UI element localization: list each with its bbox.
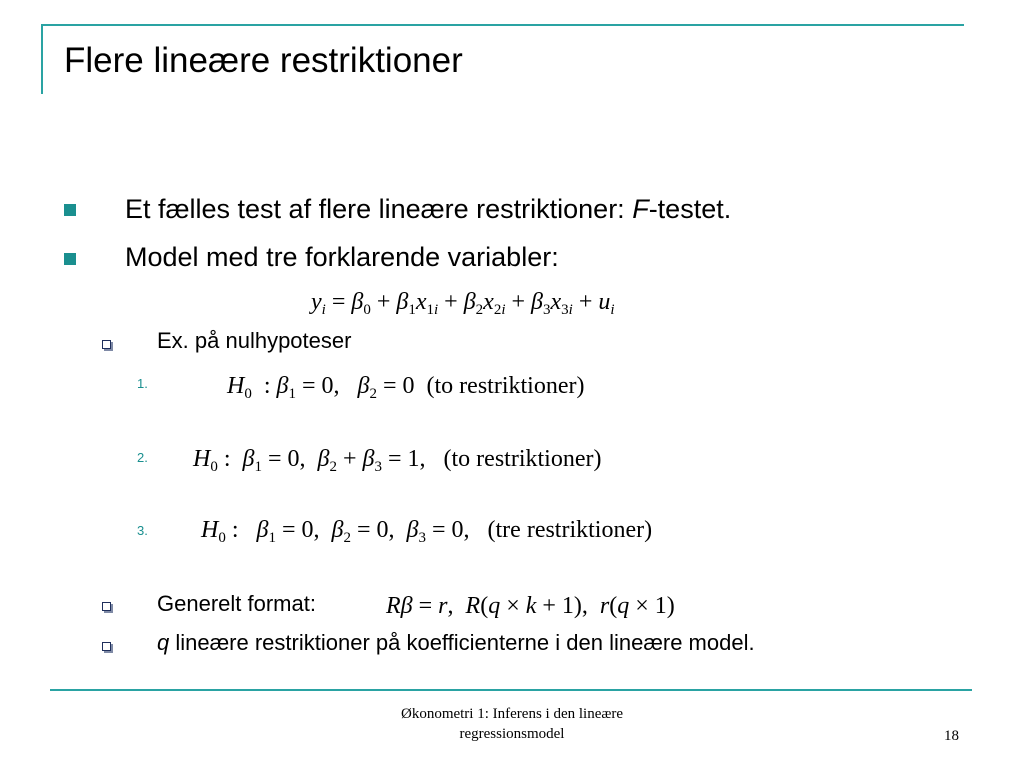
hypothesis-formula-1: $H_0$ : $\beta_1 = 0$, $\beta_2 = 0$ (to restriktioner) (227, 373, 585, 402)
square-bullet-icon (64, 204, 76, 216)
model-equation: $y_i = \beta_0 + \beta_1x_{1i} + \beta_2x_{2i} + \beta_3x_{3i} + u_i$ (311, 289, 615, 318)
q-italic: q (157, 630, 170, 655)
hypothesis-note: (tre restriktioner) (487, 517, 653, 543)
frame-left-line (41, 24, 43, 94)
bullet-f-test (125, 192, 731, 226)
general-format-label: Generelt format: (157, 591, 316, 616)
page-number: 18 (944, 728, 959, 744)
slide-title: Flere lineære restriktioner (64, 41, 463, 80)
frame-bottom-line (50, 689, 972, 691)
hypothesis-formula-3: $H_0$ : $\beta_1 = 0$, $\beta_2 = 0$, $\beta_3 = 0$, (tre restriktioner) (201, 517, 653, 546)
bullet-f-test-prefix: Et fælles test af flere lineære restriktioner: (125, 194, 633, 224)
hollow-square-bullet-icon (102, 602, 111, 611)
hypothesis-number: 1. (137, 376, 148, 391)
bullet-f-test-italic: F (632, 194, 649, 224)
footer-line-2: regressionsmodel (459, 726, 565, 742)
hypothesis-note: (to restriktioner) (426, 373, 585, 399)
q-restrictions-rest: lineære restriktioner på koefficienterne i den lineære model. (169, 630, 755, 655)
hypothesis-note: (to restriktioner) (443, 446, 602, 472)
footer-text (362, 704, 662, 744)
bullet-f-test-suffix: -testet. (648, 194, 732, 224)
hypothesis-number: 3. (137, 523, 148, 538)
q-restrictions-text (157, 629, 755, 657)
general-format-formula: Rβ = r, R(q × k + 1), r(q × 1) (386, 593, 675, 619)
hollow-square-bullet-icon (102, 642, 111, 651)
hypothesis-number: 2. (137, 450, 148, 465)
bullet-model: Model med tre forklarende variabler: (125, 242, 559, 272)
frame-top-line (42, 24, 964, 26)
examples-label: Ex. på nulhypoteser (157, 328, 352, 353)
footer-line-1: Økonometri 1: Inferens i den lineære (400, 706, 624, 722)
square-bullet-icon (64, 253, 76, 265)
hypothesis-formula-2: $H_0$ : $\beta_1 = 0$, $\beta_2 + \beta_3 = 1$, (to restriktioner) (193, 446, 602, 475)
hollow-square-bullet-icon (102, 340, 111, 349)
